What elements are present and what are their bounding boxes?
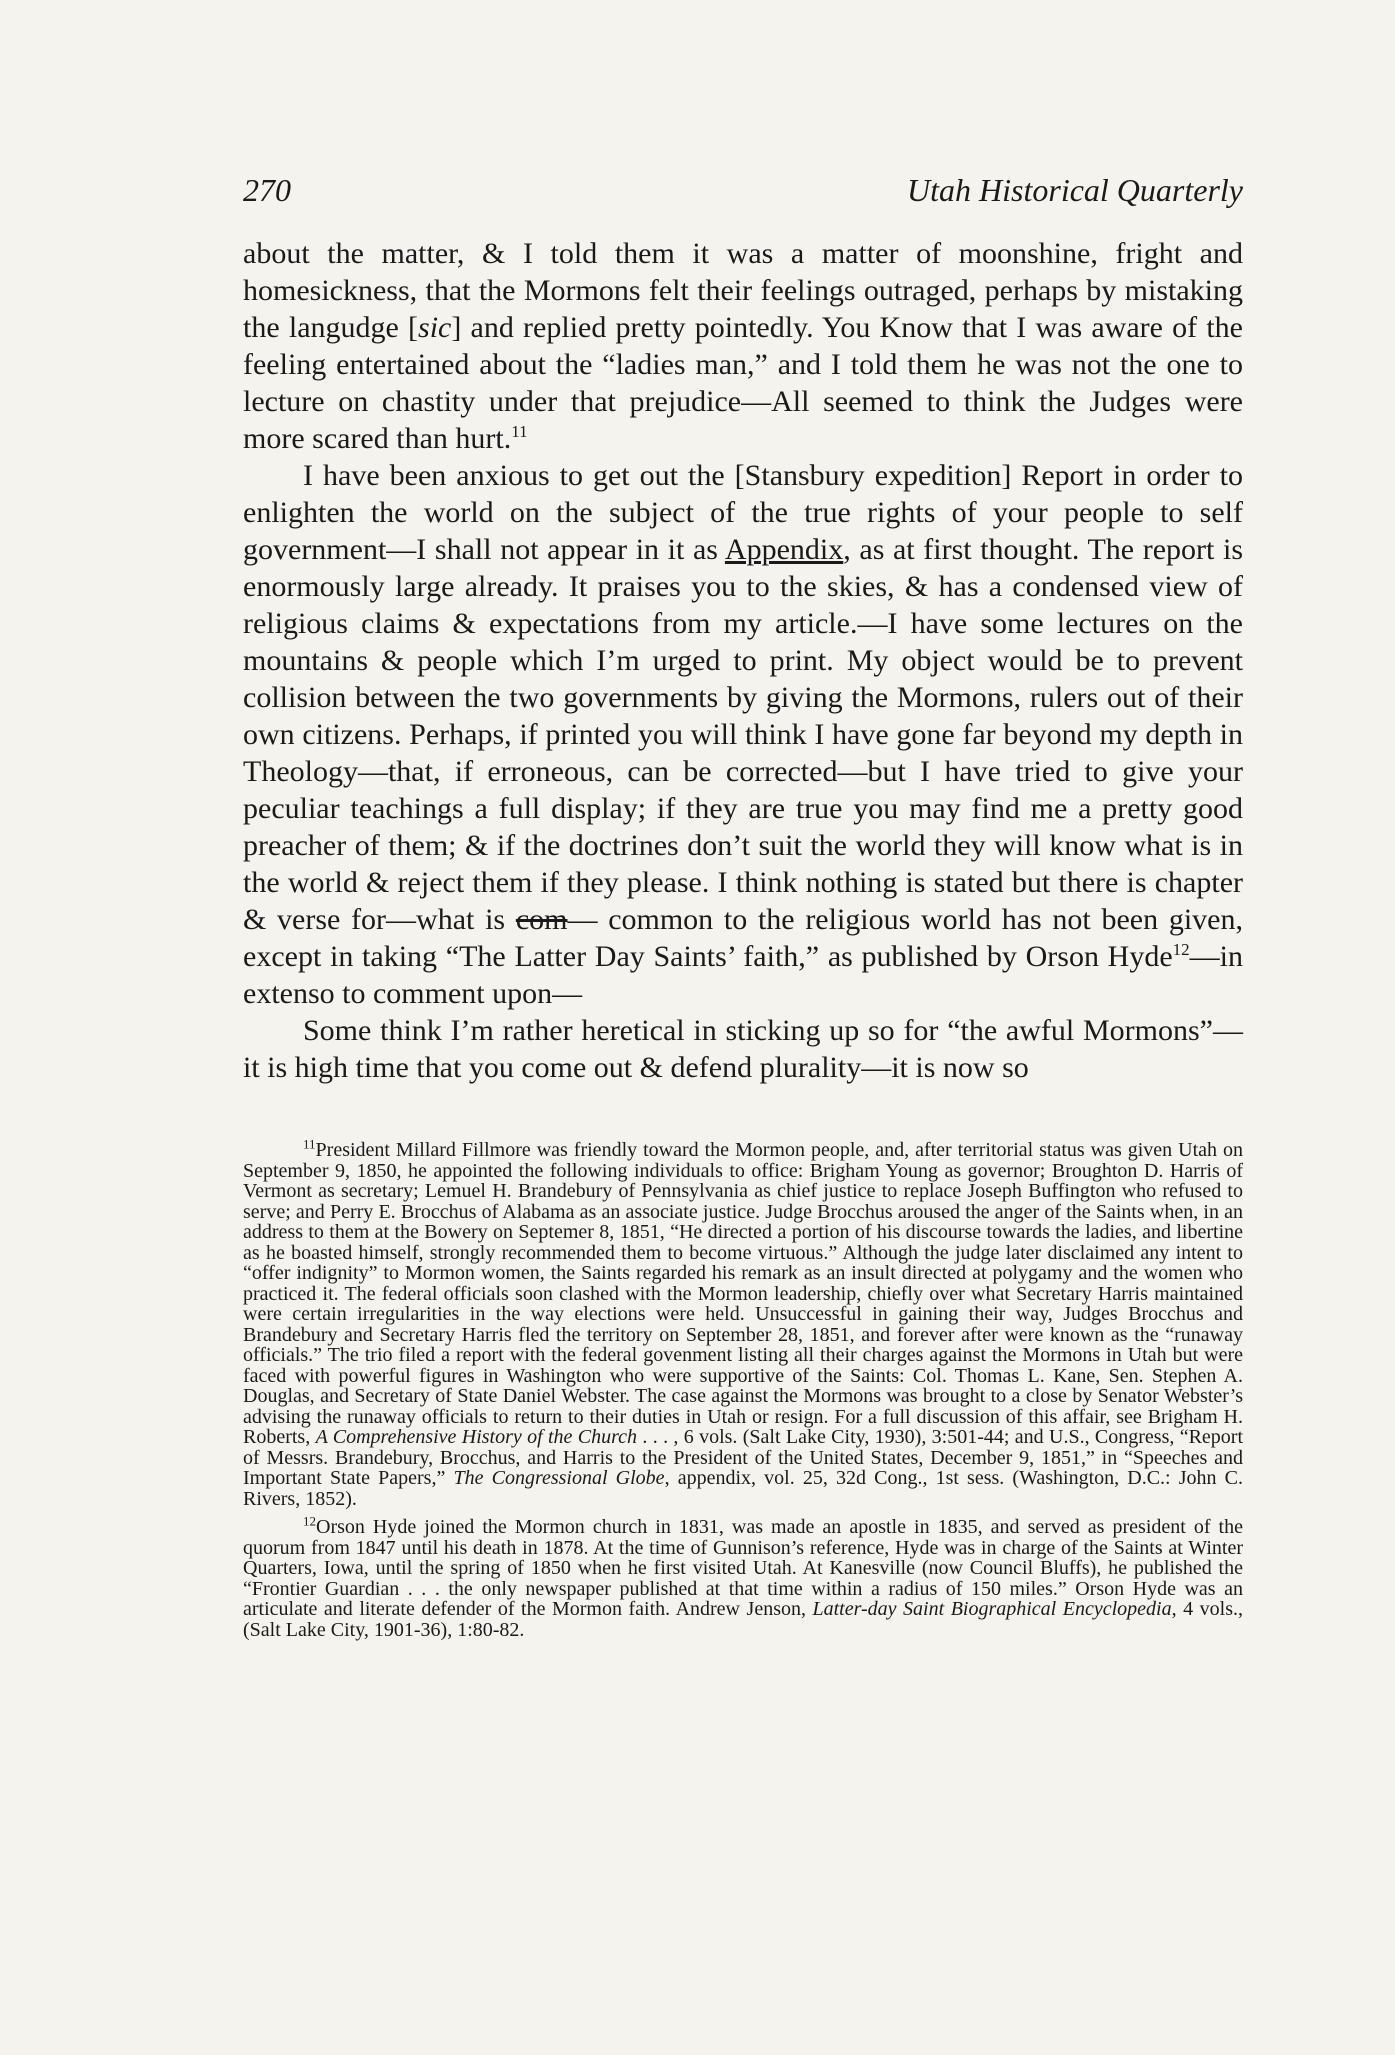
paragraph-2-text: I have been anxious to get out the [Stansbury expedition] Report in order to enlighten the world on the subject of the true rights of your people to self government—I shall not appear in it as xyxy=(243,459,1243,566)
footnote-11-number: 11 xyxy=(303,1136,316,1152)
footnote-12-text: Orson Hyde joined the Mormon church in 1831, was made an apostle in 1835, and served as president of the quorum from 1847 until his death in 1878. At the time of Gunnison’s reference, Hyde was in charge of the Saints at Winter Quarters, Iowa, until the spring of 1850 when he first visited Utah. At Kanesville (now Council Bluffs), he published the “Frontier Guardian . . . the only newspaper published at that time within a radius of 150 miles.” Orson Hyde was an articulate and literate defender of the Mormon faith. Andrew Jenson, xyxy=(243,1516,1243,1620)
paragraph-3 xyxy=(243,1012,1243,1086)
footnote-12 xyxy=(243,1513,1243,1641)
struck-word: com xyxy=(515,903,568,936)
paragraph-2 xyxy=(243,457,1243,1012)
body-text xyxy=(243,235,1243,1086)
paragraph-3-text: Some think I’m rather heretical in sticking up so for “the awful Mormons”—it is high time that you come out & defend plurality—it is now so xyxy=(243,1014,1243,1084)
journal-title: Utah Historical Quarterly xyxy=(907,172,1243,208)
paragraph-2-text-end: —in extenso to comment upon— xyxy=(243,940,1243,1010)
paragraph-1-text: about the matter, & I told them it was a matter of moonshine, fright and homesickness, that the Mormons felt their feelings outraged, perhaps by mistaking the langudge [ xyxy=(243,237,1243,344)
footnote-11 xyxy=(243,1136,1244,1510)
footnote-11-citation-title: A Comprehensive History of the Church xyxy=(315,1426,638,1448)
footnote-12-citation-title: Latter-day Saint Biographical Encyclopedia xyxy=(812,1598,1172,1620)
footnote-ref-11: 11 xyxy=(511,422,528,441)
footnote-ref-12: 12 xyxy=(1172,940,1190,959)
paragraph-2-text-after: — common to the religious world has not been given, except in taking “The Latter Day Saints’ faith,” as published by Orson Hyde xyxy=(243,903,1243,973)
footnote-12-text-b: , 4 vols., (Salt Lake City, 1901-36), 1:80-82. xyxy=(243,1598,1243,1641)
footnote-11-citation-title-2: The Congressional Globe xyxy=(453,1467,665,1489)
footnote-11-text: President Millard Fillmore was friendly toward the Mormon people, and, after territorial status was given Utah on September 9, 1850, he appointed the following individuals to office: Brigham Young as governor; Broughton D. Harris of Vermont as secretary; Lemuel H. Brandebury of Pennsylvania as chief justice to replace Joseph Buffington who refused to serve; and Perry E. Brocchus of Alabama as an associate justice. Judge Brocchus aroused the anger of the Saints when, in an address to them at the Bowery on Septemer 8, 1851, “He directed a portion of his discourse towards the ladies, and libertine as he boasted himself, strongly recommended them to become virtuous.” Although the judge later disclaimed any intent to “offer indignity” to Mormon women, the Saints regarded his remark as an insult directed at polygamy and the women who practiced it. The federal officials soon clashed with the Mormon leadership, chiefly over what Secretary Harris maintained were certain irregularities in the way elections were held. Unsuccessful in gaining their way, Judges Brocchus and Brandebury and Secretary Harris fled the territory on September 28, 1851, and forever after were known as the “runaway officials.” The trio filed a report with the federal govenment listing all their charges against the Mormons in Utah but were faced with powerful figures in Washington who were supportive of the Saints: Col. Thomas L. Kane, Sen. Stephen A. Douglas, and Secretary of State Daniel Webster. The case against the Mormons was brought to a close by Senator Webster’s advising the runaway officials to return to their duties in Utah or resign. For a full discussion of this affair, see Brigham H. Roberts, xyxy=(243,1139,1243,1448)
footnote-12-number: 12 xyxy=(303,1513,316,1529)
paragraph-1 xyxy=(243,235,1243,457)
footnote-11-text-c: , appendix, vol. 25, 32d Cong., 1st sess. (Washington, D.C.: John C. Rivers, 1852). xyxy=(243,1467,1243,1510)
sic-marker: sic xyxy=(418,311,452,344)
footnote-11-text-b: . . . , 6 vols. (Salt Lake City, 1930), 3:501-44; and U.S., Congress, “Report of Messrs. Brandebury, Brocchus, and Harris to the President of the United States, December 9, 1851,” in “Speeches and Important State Papers,” xyxy=(243,1426,1244,1489)
appendix-underlined: Appendix xyxy=(724,533,844,566)
paragraph-1-text-cont: ] and replied pretty pointedly. You Know that I was aware of the feeling entertained about the “ladies man,” and I told them he was not the one to lecture on chastity under that prejudice—All seemed to think the Judges were more scared than hurt. xyxy=(243,311,1243,455)
footnotes xyxy=(243,1136,1244,1648)
page-number: 270 xyxy=(243,172,291,208)
running-head xyxy=(243,172,1243,216)
paragraph-2-text-mid: , as at first thought. The report is enormously large already. It praises you to the skies, & has a condensed view of religious claims & expectations from my article.—I have some lectures on the mountains & people which I’m urged to print. My object would be to prevent collision between the two governments by giving the Mormons, rulers out of their own citizens. Perhaps, if printed you will think I have gone far beyond my depth in Theology—that, if erroneous, can be corrected—but I have tried to give your peculiar teachings a full display; if they are true you may find me a pretty good preacher of them; & if the doctrines don’t suit the world they will know what is in the world & reject them if they please. I think nothing is stated but there is chapter & verse for—what is xyxy=(243,533,1243,936)
